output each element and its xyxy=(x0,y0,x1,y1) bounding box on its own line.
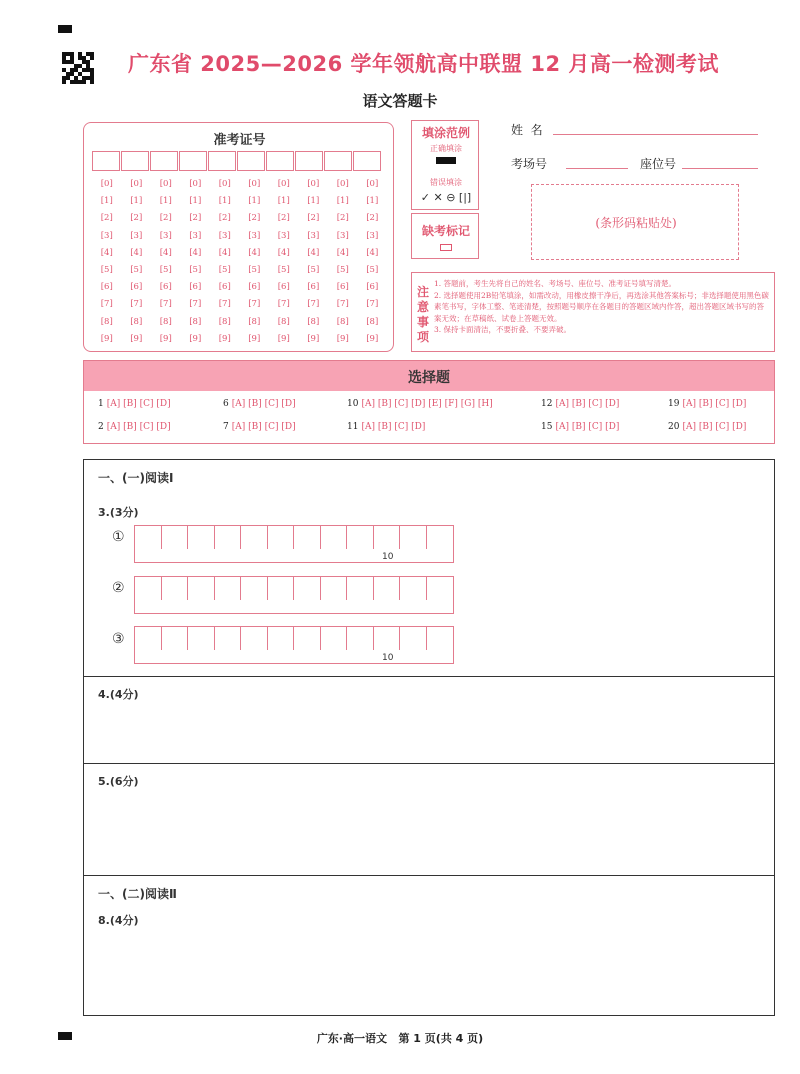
digit-bubble[interactable]: [0] xyxy=(100,179,113,189)
digit-bubble[interactable]: [4] xyxy=(277,247,290,258)
answer-cell[interactable] xyxy=(374,577,401,600)
digit-bubble[interactable]: [2] xyxy=(336,213,349,224)
choice-options[interactable]: [A] [B] [C] [D] xyxy=(231,422,296,432)
answer-row-3[interactable] xyxy=(134,626,454,664)
digit-bubble[interactable]: [3] xyxy=(277,230,290,241)
digit-bubble[interactable]: [4] xyxy=(130,247,143,258)
digit-bubble[interactable]: [8] xyxy=(307,316,320,327)
fill-example-title: 填涂范例 xyxy=(421,126,470,140)
answer-cell[interactable] xyxy=(215,627,242,650)
exam-number-cell[interactable] xyxy=(179,151,207,171)
digit-bubble[interactable]: [5] xyxy=(189,264,202,275)
choice-options[interactable]: [A] [B] [C] [D] xyxy=(106,422,171,432)
exam-number-title: 准考证号 xyxy=(213,133,266,148)
answer-cell[interactable] xyxy=(294,577,321,600)
choice-title: 选择题 xyxy=(408,370,450,386)
answer-cell[interactable] xyxy=(321,627,348,650)
digit-bubble[interactable]: [0] xyxy=(366,179,379,189)
digit-bubble[interactable]: [5] xyxy=(218,264,231,275)
digit-bubble[interactable]: [7] xyxy=(189,299,202,310)
answer-cell[interactable] xyxy=(188,577,215,600)
answer-cell[interactable] xyxy=(188,627,215,650)
digit-bubble[interactable]: [2] xyxy=(130,213,143,224)
choice-question-19[interactable] xyxy=(668,399,746,409)
answer-cell[interactable] xyxy=(347,577,374,600)
digit-bubble[interactable]: [2] xyxy=(277,213,290,224)
room-field[interactable] xyxy=(566,168,628,169)
digit-bubble[interactable]: [2] xyxy=(307,213,320,224)
room-label: 考场号 xyxy=(511,157,548,171)
digit-bubble[interactable]: [3] xyxy=(130,230,143,241)
choice-options[interactable]: [A] [B] [C] [D] xyxy=(555,399,620,409)
notice-panel xyxy=(411,272,775,352)
name-label: 姓 名 xyxy=(511,123,543,137)
choice-options[interactable]: [A] [B] [C] [D] xyxy=(682,422,747,432)
answer-cell[interactable] xyxy=(321,577,348,600)
exam-number-cell[interactable] xyxy=(92,151,120,171)
digit-bubble[interactable]: [1] xyxy=(159,196,172,207)
choice-options[interactable]: [A] [B] [C] [D] xyxy=(682,399,747,409)
choice-question-20[interactable] xyxy=(668,422,746,432)
row-3-mark: ③ xyxy=(112,631,125,647)
choice-number: 15 xyxy=(541,422,553,432)
digit-bubble[interactable]: [2] xyxy=(100,213,113,224)
choice-question-11[interactable] xyxy=(347,422,425,432)
digit-bubble[interactable]: [7] xyxy=(218,299,231,310)
digit-bubble[interactable]: [9] xyxy=(336,333,349,344)
digit-bubble[interactable]: [2] xyxy=(189,213,202,224)
digit-bubble[interactable]: [4] xyxy=(218,247,231,258)
answer-cell[interactable] xyxy=(427,526,454,549)
answer-cell[interactable] xyxy=(241,627,268,650)
digit-bubble[interactable]: [0] xyxy=(277,179,290,189)
digit-bubble[interactable]: [0] xyxy=(218,179,231,189)
digit-bubble[interactable]: [9] xyxy=(218,333,231,344)
answer-cell[interactable] xyxy=(268,526,295,549)
digit-bubble[interactable]: [3] xyxy=(218,230,231,241)
digit-bubble[interactable]: [7] xyxy=(100,299,113,310)
answer-cell[interactable] xyxy=(427,627,454,650)
page-footer: 广东·高一语文 第 1 页(共 4 页) xyxy=(316,1032,484,1045)
digit-bubble[interactable]: [8] xyxy=(189,316,202,327)
digit-bubble[interactable]: [6] xyxy=(366,282,379,293)
exam-number-bubble-grid xyxy=(92,179,387,351)
digit-bubble[interactable]: [0] xyxy=(336,179,349,189)
digit-bubble[interactable]: [7] xyxy=(366,299,379,310)
question-3-label: 3.(3分) xyxy=(98,506,139,519)
exam-number-cell[interactable] xyxy=(324,151,352,171)
digit-bubble[interactable]: [0] xyxy=(307,179,320,189)
answer-area xyxy=(83,459,775,1016)
digit-bubble[interactable]: [9] xyxy=(366,333,379,344)
digit-bubble[interactable]: [4] xyxy=(100,247,113,258)
answer-cell[interactable] xyxy=(135,577,162,600)
answer-cell[interactable] xyxy=(427,577,454,600)
digit-bubble[interactable]: [3] xyxy=(248,230,261,241)
digit-bubble[interactable]: [8] xyxy=(277,316,290,327)
digit-bubble[interactable]: [1] xyxy=(130,196,143,207)
choice-options[interactable]: [A] [B] [C] [D] xyxy=(231,399,296,409)
answer-cell[interactable] xyxy=(347,526,374,549)
choice-question-6[interactable] xyxy=(223,399,296,409)
digit-bubble[interactable]: [1] xyxy=(248,196,261,207)
notice-item: 3. 保持卡面清洁，不要折叠、不要弄破。 xyxy=(434,325,572,334)
section-reading-2-title: 一、(二)阅读Ⅱ xyxy=(98,887,177,901)
exam-number-panel xyxy=(83,122,394,352)
digit-bubble[interactable]: [8] xyxy=(336,316,349,327)
digit-bubble[interactable]: [8] xyxy=(366,316,379,327)
digit-bubble[interactable]: [7] xyxy=(336,299,349,310)
choice-question-10[interactable] xyxy=(347,399,493,409)
digit-bubble[interactable]: [5] xyxy=(336,264,349,275)
digit-bubble[interactable]: [0] xyxy=(130,179,143,189)
digit-bubble[interactable]: [4] xyxy=(307,247,320,258)
choice-options[interactable]: [A] [B] [C] [D] xyxy=(361,422,426,432)
digit-bubble[interactable]: [8] xyxy=(159,316,172,327)
wrong-fill-marks: ✓ ✕ ⊖ [|] xyxy=(420,191,472,204)
choice-number: 1 xyxy=(98,399,104,409)
absent-mark-panel xyxy=(411,213,479,259)
answer-cell[interactable] xyxy=(162,526,189,549)
notice-item: 2. 选择题使用2B铅笔填涂，如需改动，用橡皮擦干净后，再选涂其他答案标号；非选择题使用黑色碳素笔书写，字体工整、笔迹清楚，按照题号顺序在各题目的答题区域内作答，超出答题区域书写的答案无效；在草稿纸、试卷上答题无效。 xyxy=(434,290,769,323)
notice-list xyxy=(434,278,770,336)
notice-heading: 注意事项 xyxy=(416,285,429,344)
fill-example-panel xyxy=(411,120,479,210)
seat-label: 座位号 xyxy=(640,157,677,171)
digit-bubble[interactable]: [1] xyxy=(307,196,320,207)
choice-question-12[interactable] xyxy=(541,399,619,409)
digit-bubble[interactable]: [7] xyxy=(248,299,261,310)
answer-cell[interactable] xyxy=(374,627,401,650)
digit-bubble[interactable]: [2] xyxy=(218,213,231,224)
answer-cell[interactable] xyxy=(400,627,427,650)
answer-cell[interactable] xyxy=(294,526,321,549)
barcode-area xyxy=(531,184,739,260)
question-8-label: 8.(4分) xyxy=(98,914,139,927)
answer-cell[interactable] xyxy=(215,526,242,549)
digit-bubble[interactable]: [4] xyxy=(366,247,379,258)
choice-options[interactable]: [A] [B] [C] [D] [E] [F] [G] [H] xyxy=(361,399,493,409)
question-8-answer-space[interactable] xyxy=(84,930,774,1014)
answer-row-1[interactable] xyxy=(134,525,454,563)
question-5-label: 5.(6分) xyxy=(98,775,139,788)
digit-bubble[interactable]: [9] xyxy=(189,333,202,344)
digit-bubble[interactable]: [3] xyxy=(366,230,379,241)
digit-bubble[interactable]: [5] xyxy=(277,264,290,275)
exam-number-cell[interactable] xyxy=(353,151,381,171)
digit-bubble[interactable]: [9] xyxy=(100,333,113,344)
exam-number-cell[interactable] xyxy=(150,151,178,171)
digit-bubble[interactable]: [7] xyxy=(277,299,290,310)
digit-bubble[interactable]: [8] xyxy=(218,316,231,327)
digit-bubble[interactable]: [6] xyxy=(189,282,202,293)
digit-bubble[interactable]: [4] xyxy=(159,247,172,258)
answer-cell[interactable] xyxy=(241,577,268,600)
question-5-answer-space[interactable] xyxy=(84,791,774,874)
seat-field[interactable] xyxy=(682,168,758,169)
choice-question-15[interactable] xyxy=(541,422,619,432)
exam-number-cell[interactable] xyxy=(208,151,236,171)
digit-bubble[interactable]: [5] xyxy=(248,264,261,275)
row-3-count: 10 xyxy=(382,653,394,663)
digit-bubble[interactable]: [6] xyxy=(130,282,143,293)
answer-cell[interactable] xyxy=(374,526,401,549)
barcode-label: (条形码粘贴处) xyxy=(595,216,677,230)
digit-bubble[interactable]: [3] xyxy=(336,230,349,241)
digit-bubble[interactable]: [9] xyxy=(130,333,143,344)
digit-bubble[interactable]: [6] xyxy=(248,282,261,293)
digit-bubble[interactable]: [0] xyxy=(189,179,202,189)
digit-bubble[interactable]: [1] xyxy=(336,196,349,207)
digit-bubble[interactable]: [1] xyxy=(218,196,231,207)
choice-options[interactable]: [A] [B] [C] [D] xyxy=(106,399,171,409)
answer-cell[interactable] xyxy=(135,627,162,650)
digit-bubble[interactable]: [5] xyxy=(130,264,143,275)
choice-number: 19 xyxy=(668,399,680,409)
card-subtitle: 语文答题卡 xyxy=(362,92,438,110)
digit-bubble[interactable]: [2] xyxy=(248,213,261,224)
answer-cell[interactable] xyxy=(162,577,189,600)
digit-bubble[interactable]: [5] xyxy=(159,264,172,275)
choice-question-2[interactable] xyxy=(98,422,171,432)
answer-cell[interactable] xyxy=(215,577,242,600)
digit-bubble[interactable]: [6] xyxy=(159,282,172,293)
digit-bubble[interactable]: [9] xyxy=(307,333,320,344)
answer-cell[interactable] xyxy=(162,627,189,650)
page-title: 广东省 2025—2026 学年领航高中联盟 12 月高一检测考试 xyxy=(128,52,719,76)
answer-cell[interactable] xyxy=(347,627,374,650)
answer-cell[interactable] xyxy=(400,526,427,549)
digit-bubble[interactable]: [1] xyxy=(189,196,202,207)
digit-bubble[interactable]: [9] xyxy=(159,333,172,344)
digit-bubble[interactable]: [9] xyxy=(277,333,290,344)
choice-question-1[interactable] xyxy=(98,399,171,409)
choice-number: 2 xyxy=(98,422,104,432)
divider xyxy=(84,763,774,764)
digit-bubble[interactable]: [7] xyxy=(130,299,143,310)
answer-cell[interactable] xyxy=(188,526,215,549)
answer-cell[interactable] xyxy=(241,526,268,549)
digit-bubble[interactable]: [2] xyxy=(159,213,172,224)
digit-bubble[interactable]: [7] xyxy=(159,299,172,310)
digit-bubble[interactable]: [8] xyxy=(248,316,261,327)
digit-bubble[interactable]: [4] xyxy=(248,247,261,258)
notice-item: 1. 答题前，考生先将自己的姓名、考场号、座位号、准考证号填写清楚。 xyxy=(434,279,677,288)
absent-mark-checkbox[interactable] xyxy=(440,244,452,251)
digit-bubble[interactable]: [5] xyxy=(307,264,320,275)
digit-bubble[interactable]: [1] xyxy=(366,196,379,207)
digit-bubble[interactable]: [6] xyxy=(100,282,113,293)
choice-number: 6 xyxy=(223,399,229,409)
choice-header xyxy=(84,361,774,391)
digit-bubble[interactable]: [3] xyxy=(189,230,202,241)
digit-bubble[interactable]: [0] xyxy=(248,179,261,189)
choice-number: 20 xyxy=(668,422,680,432)
digit-bubble[interactable]: [5] xyxy=(366,264,379,275)
section-reading-1-title: 一、(一)阅读Ⅰ xyxy=(98,471,174,485)
name-field[interactable] xyxy=(553,134,758,135)
digit-bubble[interactable]: [4] xyxy=(189,247,202,258)
divider xyxy=(84,676,774,677)
row-1-count: 10 xyxy=(382,552,394,562)
answer-cell[interactable] xyxy=(268,627,295,650)
digit-bubble[interactable]: [6] xyxy=(307,282,320,293)
row-1-mark: ① xyxy=(112,529,125,545)
choice-number: 12 xyxy=(541,399,553,409)
choice-section xyxy=(83,360,775,444)
answer-cell[interactable] xyxy=(321,526,348,549)
choice-number: 11 xyxy=(347,422,359,432)
registration-mark-top xyxy=(58,25,72,33)
choice-number: 10 xyxy=(347,399,359,409)
digit-bubble[interactable]: [5] xyxy=(100,264,113,275)
exam-number-cell[interactable] xyxy=(237,151,265,171)
digit-bubble[interactable]: [3] xyxy=(307,230,320,241)
digit-bubble[interactable]: [0] xyxy=(159,179,172,189)
digit-bubble[interactable]: [8] xyxy=(130,316,143,327)
choice-options[interactable]: [A] [B] [C] [D] xyxy=(555,422,620,432)
exam-number-cell[interactable] xyxy=(266,151,294,171)
correct-fill-label: 正确填涂 xyxy=(430,144,462,153)
digit-bubble[interactable]: [4] xyxy=(336,247,349,258)
row-2-mark: ② xyxy=(112,580,125,596)
digit-bubble[interactable]: [8] xyxy=(100,316,113,327)
choice-number: 7 xyxy=(223,422,229,432)
digit-bubble[interactable]: [3] xyxy=(159,230,172,241)
digit-bubble[interactable]: [9] xyxy=(248,333,261,344)
question-4-label: 4.(4分) xyxy=(98,688,139,701)
choice-question-7[interactable] xyxy=(223,422,296,432)
answer-cell[interactable] xyxy=(294,627,321,650)
answer-cell[interactable] xyxy=(268,577,295,600)
digit-bubble[interactable]: [2] xyxy=(366,213,379,224)
answer-row-2[interactable] xyxy=(134,576,454,614)
correct-fill-mark-icon xyxy=(436,157,456,164)
exam-number-cell[interactable] xyxy=(121,151,149,171)
digit-bubble[interactable]: [7] xyxy=(307,299,320,310)
digit-bubble[interactable]: [1] xyxy=(277,196,290,207)
question-4-answer-space[interactable] xyxy=(84,704,774,762)
answer-cell[interactable] xyxy=(135,526,162,549)
digit-bubble[interactable]: [6] xyxy=(336,282,349,293)
qr-code-icon xyxy=(62,52,94,84)
absent-mark-title: 缺考标记 xyxy=(421,224,470,238)
digit-bubble[interactable]: [3] xyxy=(100,230,113,241)
answer-cell[interactable] xyxy=(400,577,427,600)
exam-number-write-cells xyxy=(92,151,382,171)
digit-bubble[interactable]: [1] xyxy=(100,196,113,207)
digit-bubble[interactable]: [6] xyxy=(277,282,290,293)
digit-bubble[interactable]: [6] xyxy=(218,282,231,293)
wrong-fill-label: 错误填涂 xyxy=(430,178,462,187)
exam-number-cell[interactable] xyxy=(295,151,323,171)
divider xyxy=(84,875,774,876)
